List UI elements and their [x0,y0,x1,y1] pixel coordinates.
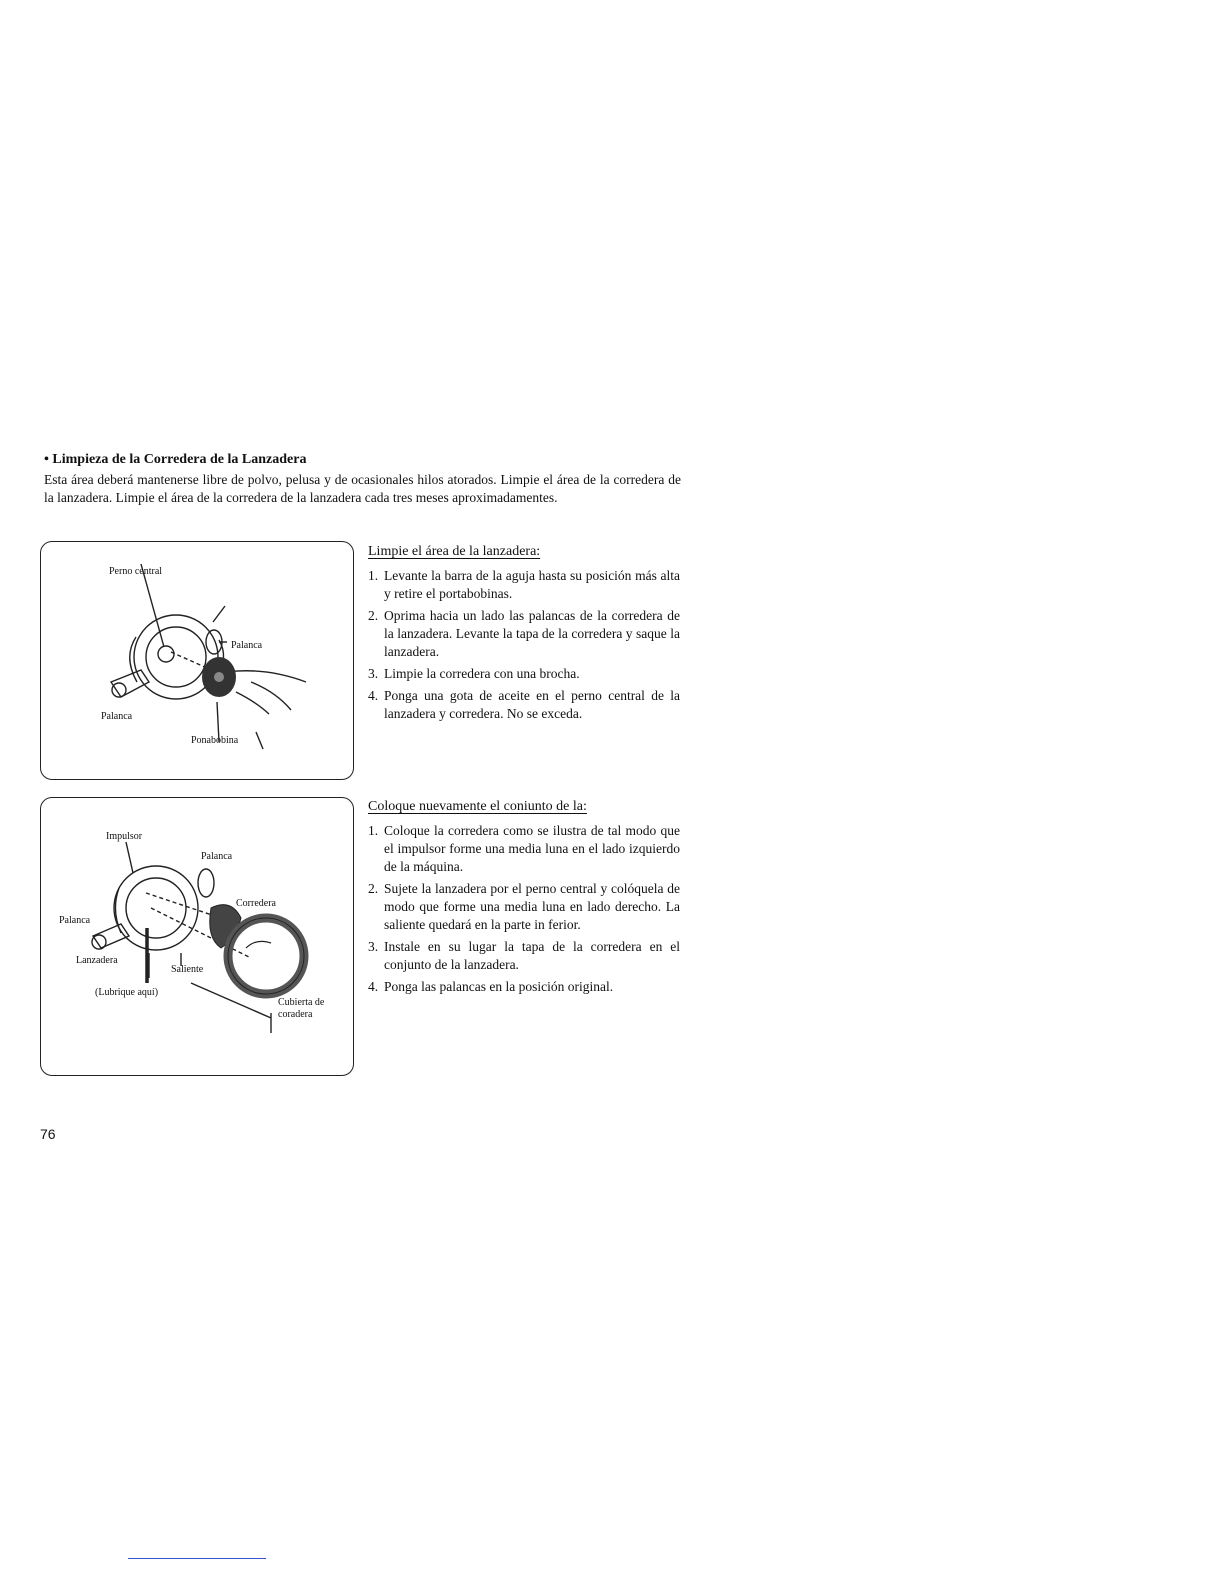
step-text: Oprima hacia un lado las palancas de la corredera de la lanzadera. Levante la tapa de la corredera y saque la lanzadera. [384,608,680,659]
step-text: Ponga las palancas en la posición original. [384,979,614,994]
list-item [368,607,680,661]
page-number: 76 [40,1126,56,1142]
section-heading: • Limpieza de la Corredera de la Lanzadera [44,452,307,467]
label-palanca-left: Palanca [101,711,133,722]
list-item [368,938,680,974]
list-item [368,978,680,996]
step-number: 2. [368,881,379,896]
label-saliente: Saliente [171,964,204,975]
label-lanzadera: Lanzadera [76,955,118,966]
label-cubierta-line1: Cubierta de [278,997,325,1008]
list-item [368,687,680,723]
label-perno-central: Perno central [109,566,163,577]
label-cubierta-line2: coradera [278,1009,313,1020]
label-lubrique-aqui: (Lubrique aquí) [95,987,159,998]
step-number: 1. [368,568,379,583]
label-palanca-top: Palanca [201,851,233,862]
figure-shuttle-removal [40,541,354,780]
list-item [368,822,680,876]
step-text: Ponga una gota de aceite en el perno central de la lanzadera y corredera. No se exceda. [384,688,680,721]
label-impulsor: Impulsor [106,831,143,842]
figure-shuttle-reassembly [40,797,354,1076]
list-item [368,567,680,603]
reassembly-title: Coloque nuevamente el coniunto de la: [368,799,587,814]
section-intro: Esta área deberá mantenerse libre de polvo, pelusa y de ocasionales hilos atorados. Limpie el área de la corredera de la lanzadera. Limpie el área de la corredera de la lanzadera cada tres meses aproximadamentes. [44,472,681,505]
step-text: Limpie la corredera con una brocha. [384,666,580,681]
step-number: 4. [368,688,379,703]
list-item [368,665,680,683]
label-palanca-left: Palanca [59,915,91,926]
label-palanca-right: Palanca [231,640,263,651]
step-number: 3. [368,666,379,681]
footer-rule [128,1558,266,1559]
step-number: 3. [368,939,379,954]
step-text: Sujete la lanzadera por el perno central y colóquela de modo que forme una media luna en lado derecho. La saliente quedará en la parte in ferior. [384,881,680,932]
step-text: Levante la barra de la aguja hasta su posición más alta y retire el portabobinas. [384,568,680,601]
step-number: 2. [368,608,379,623]
step-text: Instale en su lugar la tapa de la corredera en el conjunto de la lanzadera. [384,939,680,972]
cleaning-steps [368,567,680,727]
cleaning-title: Limpie el área de la lanzadera: [368,544,541,559]
shuttle-reassembly-illustration [41,798,353,1075]
label-portabobina: Ponabobina [191,735,239,746]
step-text: Coloque la corredera como se ilustra de tal modo que el impulsor forme una media luna en el lado izquierdo de la máquina. [384,823,680,874]
label-corredera: Corredera [236,898,276,909]
reassembly-steps [368,822,680,1000]
step-number: 4. [368,979,379,994]
step-number: 1. [368,823,379,838]
list-item [368,880,680,934]
